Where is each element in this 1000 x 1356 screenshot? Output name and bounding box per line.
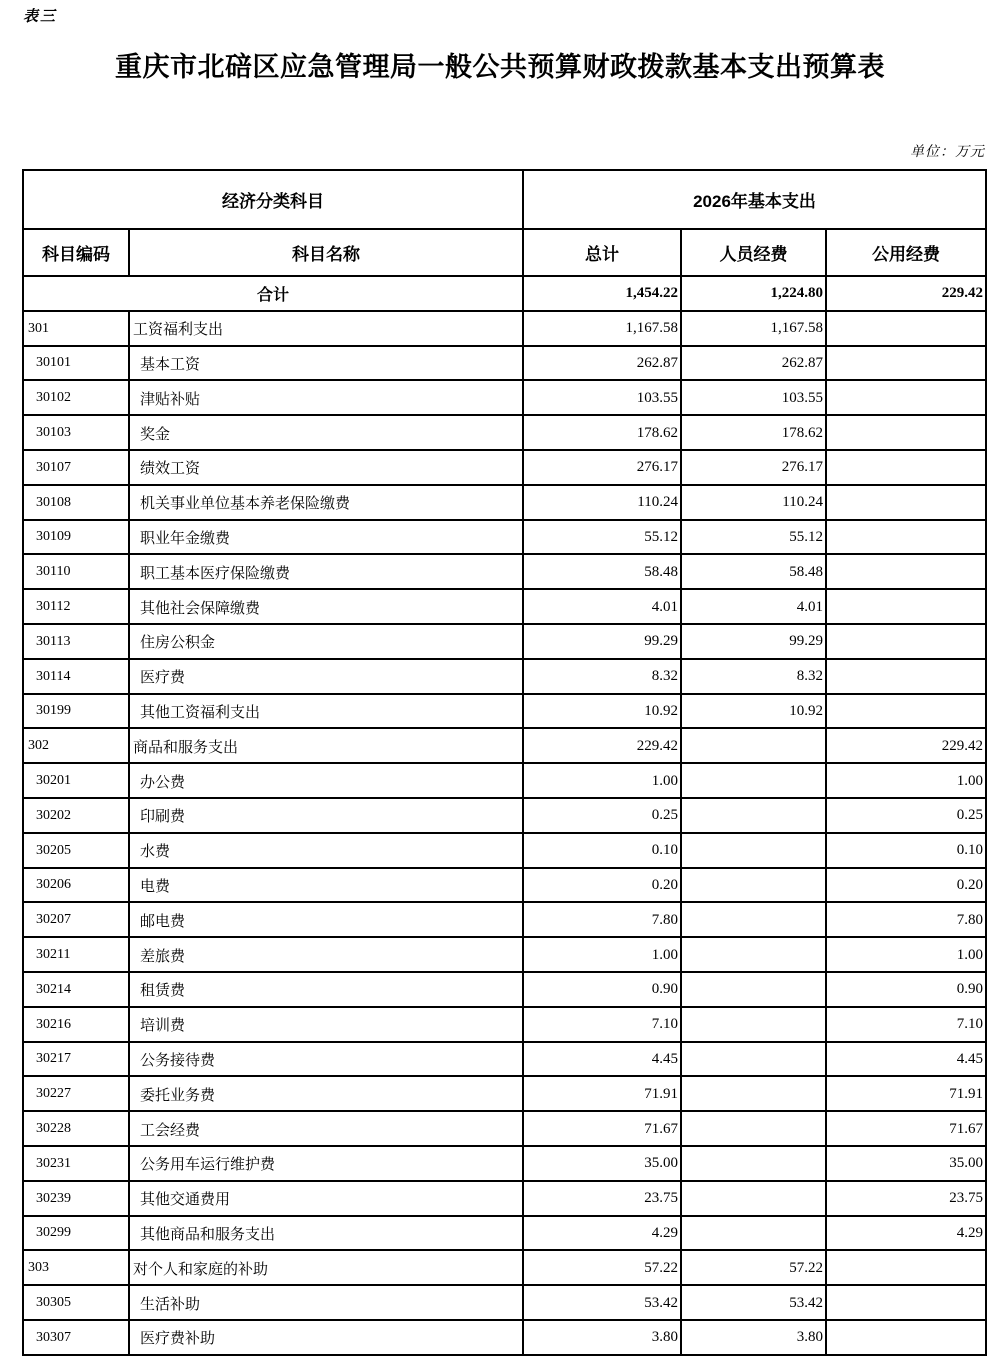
subject-name: 奖金	[129, 415, 523, 450]
budget-table	[22, 169, 987, 1356]
subject-name: 工会经费	[129, 1111, 523, 1146]
subject-name: 生活补助	[129, 1285, 523, 1320]
personnel-value	[681, 1216, 826, 1251]
personnel-value: 103.55	[681, 380, 826, 415]
subject-name: 公务接待费	[129, 1042, 523, 1077]
public-value	[826, 659, 986, 694]
subject-name: 职业年金缴费	[129, 520, 523, 555]
public-value: 7.80	[826, 902, 986, 937]
column-header-total: 总计	[523, 229, 681, 276]
total-value: 262.87	[523, 346, 681, 381]
public-value	[826, 589, 986, 624]
public-value: 229.42	[826, 728, 986, 763]
personnel-value	[681, 728, 826, 763]
table-row	[23, 1111, 986, 1146]
table-row	[23, 763, 986, 798]
personnel-value	[681, 972, 826, 1007]
total-value: 3.80	[523, 1320, 681, 1355]
subject-code: 30201	[23, 763, 129, 798]
public-value	[826, 311, 986, 346]
subject-code: 30211	[23, 937, 129, 972]
total-value: 0.25	[523, 798, 681, 833]
personnel-value: 10.92	[681, 694, 826, 729]
subject-code: 30108	[23, 485, 129, 520]
public-value	[826, 1250, 986, 1285]
total-value: 99.29	[523, 624, 681, 659]
subject-code: 30107	[23, 450, 129, 485]
total-row	[23, 276, 986, 311]
subject-name: 医疗费	[129, 659, 523, 694]
group-header-basic-expenditure: 2026年基本支出	[523, 170, 986, 229]
total-value: 4.45	[523, 1042, 681, 1077]
subject-code: 30205	[23, 833, 129, 868]
table-row	[23, 311, 986, 346]
table-row	[23, 415, 986, 450]
subject-code: 30109	[23, 520, 129, 555]
public-value	[826, 346, 986, 381]
subject-code: 303	[23, 1250, 129, 1285]
personnel-value	[681, 902, 826, 937]
table-row	[23, 450, 986, 485]
table-row	[23, 1181, 986, 1216]
subject-name: 绩效工资	[129, 450, 523, 485]
subject-code: 30202	[23, 798, 129, 833]
total-value: 55.12	[523, 520, 681, 555]
total-value: 8.32	[523, 659, 681, 694]
subject-code: 302	[23, 728, 129, 763]
total-value: 23.75	[523, 1181, 681, 1216]
subject-code: 30217	[23, 1042, 129, 1077]
total-value: 57.22	[523, 1250, 681, 1285]
table-row	[23, 728, 986, 763]
subject-code: 30299	[23, 1216, 129, 1251]
subject-name: 租赁费	[129, 972, 523, 1007]
subject-code: 30228	[23, 1111, 129, 1146]
total-value: 110.24	[523, 485, 681, 520]
total-value: 0.90	[523, 972, 681, 1007]
total-value: 58.48	[523, 554, 681, 589]
public-value	[826, 520, 986, 555]
subject-code: 30113	[23, 624, 129, 659]
subject-name: 委托业务费	[129, 1076, 523, 1111]
table-row	[23, 902, 986, 937]
public-value	[826, 450, 986, 485]
subject-name: 基本工资	[129, 346, 523, 381]
total-row-total-value: 1,454.22	[523, 276, 681, 311]
total-value: 7.10	[523, 1007, 681, 1042]
subject-code: 30114	[23, 659, 129, 694]
subject-name: 其他交通费用	[129, 1181, 523, 1216]
personnel-value	[681, 1146, 826, 1181]
personnel-value: 4.01	[681, 589, 826, 624]
total-value: 0.10	[523, 833, 681, 868]
public-value	[826, 694, 986, 729]
total-value: 1,167.58	[523, 311, 681, 346]
subject-code: 30214	[23, 972, 129, 1007]
subject-name: 邮电费	[129, 902, 523, 937]
personnel-value	[681, 937, 826, 972]
subject-name: 印刷费	[129, 798, 523, 833]
subject-name: 水费	[129, 833, 523, 868]
personnel-value	[681, 833, 826, 868]
personnel-value: 1,167.58	[681, 311, 826, 346]
personnel-value: 276.17	[681, 450, 826, 485]
personnel-value	[681, 1042, 826, 1077]
public-value: 71.67	[826, 1111, 986, 1146]
total-row-personnel-value: 1,224.80	[681, 276, 826, 311]
subject-code: 30307	[23, 1320, 129, 1355]
table-row	[23, 937, 986, 972]
subject-code: 30231	[23, 1146, 129, 1181]
public-value	[826, 380, 986, 415]
total-value: 0.20	[523, 868, 681, 903]
subject-name: 医疗费补助	[129, 1320, 523, 1355]
public-value: 23.75	[826, 1181, 986, 1216]
public-value: 0.90	[826, 972, 986, 1007]
subject-name: 其他商品和服务支出	[129, 1216, 523, 1251]
subject-code: 301	[23, 311, 129, 346]
public-value: 0.10	[826, 833, 986, 868]
table-row	[23, 380, 986, 415]
personnel-value: 58.48	[681, 554, 826, 589]
personnel-value: 262.87	[681, 346, 826, 381]
total-value: 4.29	[523, 1216, 681, 1251]
subject-name: 职工基本医疗保险缴费	[129, 554, 523, 589]
column-header-subject-name: 科目名称	[129, 229, 523, 276]
table-number-label: 表三	[23, 7, 58, 25]
personnel-value	[681, 763, 826, 798]
public-value: 4.45	[826, 1042, 986, 1077]
table-row	[23, 972, 986, 1007]
total-value: 178.62	[523, 415, 681, 450]
personnel-value	[681, 798, 826, 833]
public-value	[826, 485, 986, 520]
subject-name: 培训费	[129, 1007, 523, 1042]
public-value: 35.00	[826, 1146, 986, 1181]
subject-code: 30112	[23, 589, 129, 624]
public-value	[826, 1320, 986, 1355]
column-header-subject-code: 科目编码	[23, 229, 129, 276]
subject-name: 工资福利支出	[129, 311, 523, 346]
table-row	[23, 1250, 986, 1285]
public-value	[826, 554, 986, 589]
table-row	[23, 520, 986, 555]
total-value: 276.17	[523, 450, 681, 485]
public-value: 0.20	[826, 868, 986, 903]
personnel-value: 8.32	[681, 659, 826, 694]
personnel-value: 99.29	[681, 624, 826, 659]
personnel-value: 178.62	[681, 415, 826, 450]
public-value: 71.91	[826, 1076, 986, 1111]
total-value: 35.00	[523, 1146, 681, 1181]
personnel-value	[681, 1007, 826, 1042]
table-row	[23, 1042, 986, 1077]
subject-code: 30227	[23, 1076, 129, 1111]
group-header-classification: 经济分类科目	[23, 170, 523, 229]
table-row	[23, 798, 986, 833]
subject-code: 30199	[23, 694, 129, 729]
column-header-personnel: 人员经费	[681, 229, 826, 276]
page-title: 重庆市北碚区应急管理局一般公共预算财政拨款基本支出预算表	[115, 52, 885, 82]
total-value: 53.42	[523, 1285, 681, 1320]
subject-name: 对个人和家庭的补助	[129, 1250, 523, 1285]
total-value: 1.00	[523, 763, 681, 798]
subject-name: 津贴补贴	[129, 380, 523, 415]
total-value: 229.42	[523, 728, 681, 763]
personnel-value: 110.24	[681, 485, 826, 520]
subject-name: 差旅费	[129, 937, 523, 972]
table-row	[23, 1216, 986, 1251]
subject-name: 办公费	[129, 763, 523, 798]
table-row	[23, 1146, 986, 1181]
total-value: 7.80	[523, 902, 681, 937]
personnel-value	[681, 1076, 826, 1111]
subject-code: 30101	[23, 346, 129, 381]
subject-code: 30239	[23, 1181, 129, 1216]
subject-name: 商品和服务支出	[129, 728, 523, 763]
subject-name: 电费	[129, 868, 523, 903]
public-value: 1.00	[826, 763, 986, 798]
subject-name: 其他工资福利支出	[129, 694, 523, 729]
total-value: 10.92	[523, 694, 681, 729]
table-row	[23, 694, 986, 729]
personnel-value: 55.12	[681, 520, 826, 555]
column-header-row	[23, 229, 986, 276]
table-row	[23, 589, 986, 624]
public-value: 7.10	[826, 1007, 986, 1042]
total-row-public-value: 229.42	[826, 276, 986, 311]
subject-name: 机关事业单位基本养老保险缴费	[129, 485, 523, 520]
personnel-value: 3.80	[681, 1320, 826, 1355]
table-row	[23, 485, 986, 520]
total-value: 4.01	[523, 589, 681, 624]
public-value: 4.29	[826, 1216, 986, 1251]
table-row	[23, 1076, 986, 1111]
subject-code: 30110	[23, 554, 129, 589]
group-header-row	[23, 170, 986, 229]
table-row	[23, 659, 986, 694]
subject-code: 30216	[23, 1007, 129, 1042]
table-row	[23, 1007, 986, 1042]
total-value: 1.00	[523, 937, 681, 972]
total-row-label: 合计	[23, 276, 523, 311]
total-value: 103.55	[523, 380, 681, 415]
subject-code: 30102	[23, 380, 129, 415]
table-row	[23, 868, 986, 903]
public-value	[826, 415, 986, 450]
personnel-value	[681, 1181, 826, 1216]
unit-note: 单位：万元	[910, 144, 985, 160]
personnel-value: 53.42	[681, 1285, 826, 1320]
personnel-value: 57.22	[681, 1250, 826, 1285]
table-row	[23, 833, 986, 868]
subject-name: 公务用车运行维护费	[129, 1146, 523, 1181]
subject-name: 其他社会保障缴费	[129, 589, 523, 624]
subject-name: 住房公积金	[129, 624, 523, 659]
public-value: 0.25	[826, 798, 986, 833]
subject-code: 30103	[23, 415, 129, 450]
column-header-public: 公用经费	[826, 229, 986, 276]
public-value	[826, 1285, 986, 1320]
total-value: 71.67	[523, 1111, 681, 1146]
subject-code: 30206	[23, 868, 129, 903]
table-row	[23, 1320, 986, 1355]
table-row	[23, 624, 986, 659]
subject-code: 30207	[23, 902, 129, 937]
personnel-value	[681, 1111, 826, 1146]
public-value: 1.00	[826, 937, 986, 972]
personnel-value	[681, 868, 826, 903]
public-value	[826, 624, 986, 659]
table-row	[23, 554, 986, 589]
total-value: 71.91	[523, 1076, 681, 1111]
table-row	[23, 346, 986, 381]
subject-code: 30305	[23, 1285, 129, 1320]
table-row	[23, 1285, 986, 1320]
